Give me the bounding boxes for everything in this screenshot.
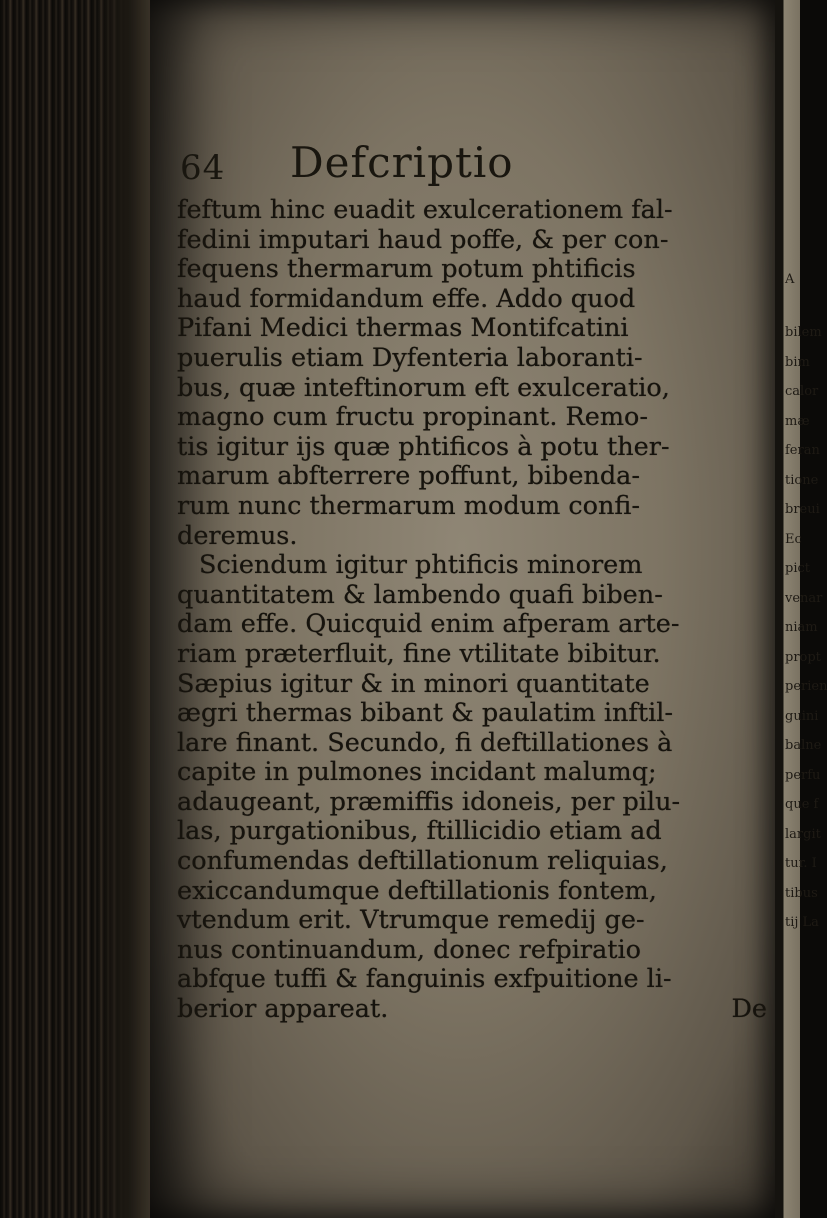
text-line: magno cum fructu propinant. Remo- [177, 402, 648, 433]
next-page-fragment: perfu [785, 768, 821, 783]
text-line: deremus. [177, 520, 298, 551]
text-line: las, purgationibus, ftillicidio etiam ad [177, 816, 662, 847]
next-page-fragment: Ec [785, 532, 802, 547]
next-page-fragment: balne [785, 738, 822, 753]
text-line: lare finant. Secundo, fi deftillationes à [177, 727, 673, 758]
catchword: De [731, 994, 767, 1025]
text-line: capite in pulmones incidant malumq; [177, 757, 657, 788]
text-line: marum abfterrere poffunt, bibenda- [177, 461, 640, 492]
text-line: Sciendum igitur phtificis minorem [199, 550, 643, 581]
text-line: dam effe. Quicquid enim afperam arte- [177, 609, 680, 640]
text-line: ægri thermas bibant & paulatim inftil- [177, 698, 674, 729]
text-line: tis igitur ijs quæ phtificos à potu ther- [177, 431, 670, 462]
text-line: adaugeant, præmiffis idoneis, per pilu- [177, 786, 681, 817]
next-page-fragment: propt [785, 650, 821, 665]
last-text-line [177, 995, 767, 1025]
next-page-fragment: A [785, 272, 795, 287]
body-text [177, 196, 767, 1025]
next-page-fragment: tij La [785, 915, 819, 930]
text-line: puerulis etiam Dyfenteria laboranti- [177, 342, 643, 373]
text-line: quantitatem & lambendo quafi biben- [177, 579, 663, 610]
text-line: fedini imputari haud poffe, & per con- [177, 224, 669, 255]
running-title: Defcriptio [290, 138, 514, 187]
next-page-fragment: tur. I [785, 856, 817, 871]
next-page-fragment: mæ [785, 414, 810, 429]
next-page-fragment: guini [785, 709, 819, 724]
text-line: exiccandumque deftillationis fontem, [177, 875, 657, 906]
next-page-edge [775, 0, 827, 1218]
text-line: rum nunc thermarum modum confi- [177, 490, 641, 521]
text-line: vtendum erit. Vtrumque remedij ge- [177, 905, 645, 936]
text-line: confumendas deftillationum reliquias, [177, 846, 668, 877]
next-page-fragment: feran [785, 443, 820, 458]
next-page-fragment: tione [785, 473, 819, 488]
text-line: abfque tuffi & fanguinis exfpuitione li- [177, 964, 672, 995]
next-page-fragment: pict [785, 561, 810, 576]
next-page-fragment: breui [785, 502, 820, 517]
next-page-fragment: bilem [785, 325, 822, 340]
text-line: haud formidandum effe. Addo quod [177, 283, 636, 314]
book-binding-gutter [0, 0, 150, 1218]
page-number: 64 [180, 148, 226, 188]
next-page-fragment: largit [785, 827, 821, 842]
text-line: nus continuandum, donec refpiratio [177, 934, 642, 965]
next-page-fragment: bim [785, 355, 810, 370]
page-header [180, 138, 740, 198]
next-page-fragment: venar [785, 591, 823, 606]
text-line: feftum hinc euadit exulcerationem fal- [177, 195, 673, 225]
text-line: fequens thermarum potum phtificis [177, 254, 636, 285]
text-line: Sæpius igitur & in minori quantitate [177, 668, 650, 699]
next-page-fragment: perien [785, 679, 827, 694]
text-line: riam præterfluit, fine vtilitate bibitur. [177, 638, 661, 669]
next-page-fragment: calor [785, 384, 819, 399]
next-page-fragment: que f [785, 797, 819, 812]
text-line: Pifani Medici thermas Montifcatini [177, 313, 629, 344]
next-page-fragment: niam [785, 620, 818, 635]
next-page-fragment: tibus [785, 886, 818, 901]
text-line: berior appareat. [177, 994, 389, 1025]
text-line: bus, quæ inteftinorum eft exulceratio, [177, 372, 670, 403]
